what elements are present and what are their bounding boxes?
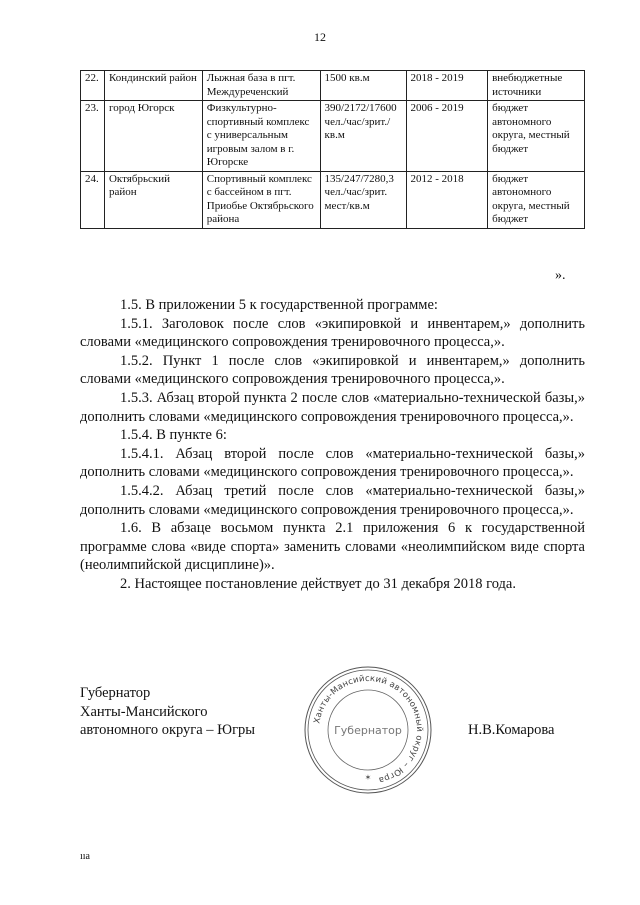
funding-source-cell: бюджет автономного округа, местный бюджет	[488, 101, 585, 172]
paragraph: 1.5.1. Заголовок после слов «экипировкой и инвентарем,» дополнить словами «медицинского сопровождения тренировочного процесса,».	[80, 315, 585, 351]
signatory-title-line: Ханты-Мансийского	[80, 703, 208, 720]
signatory-title-line: автономного округа – Югры	[80, 722, 256, 739]
amendments-text	[80, 296, 585, 594]
municipality-cell: Октябрьский район	[104, 171, 202, 228]
municipality-cell: Кондинский район	[104, 71, 202, 101]
capacity-cell: 1500 кв.м	[320, 71, 406, 101]
funding-source-cell: бюджет автономного округа, местный бюджет	[488, 171, 585, 228]
row-number: 23.	[81, 101, 105, 172]
capacity-cell: 135/247/7280,3 чел./час/зрит. мест/кв.м	[320, 171, 406, 228]
municipality-cell: город Югорск	[104, 101, 202, 172]
paragraph: 1.5.4.1. Абзац второй после слов «материально-технической базы,» дополнить словами «медицинского сопровождения тренировочного процесса,».	[80, 445, 585, 481]
row-number: 22.	[81, 71, 105, 101]
capacity-cell: 390/2172/17600 чел./час/зрит./кв.м	[320, 101, 406, 172]
seal-graphic	[302, 664, 434, 796]
closing-quote: ».	[555, 268, 566, 283]
signatory-name: Н.В.Комарова	[468, 722, 555, 738]
footer-mark: ııa	[80, 851, 90, 862]
table-row	[81, 71, 585, 101]
paragraph: 1.5.2. Пункт 1 после слов «экипировкой и инвентарем,» дополнить словами «медицинского сопровождения тренировочного процесса,».	[80, 352, 585, 388]
paragraph: 1.5. В приложении 5 к государственной программе:	[120, 297, 438, 313]
paragraph: 1.5.4.2. Абзац третий после слов «материально-технической базы,» дополнить словами «медицинского сопровождения тренировочного процесса,».	[80, 482, 585, 518]
table-row	[81, 101, 585, 172]
funding-source-cell: внебюджетные источники	[488, 71, 585, 101]
seal-star-icon: ✶	[364, 773, 372, 782]
page-number: 12	[314, 30, 326, 44]
official-seal	[302, 664, 434, 796]
paragraph: 1.6. В абзаце восьмом пункта 2.1 приложения 6 к государственной программе слова «виде спорта» заменить словами «неолимпийском виде спорта (неолимпийской дисциплине)».	[80, 520, 585, 574]
table-row	[81, 171, 585, 228]
years-cell: 2018 - 2019	[406, 71, 488, 101]
years-cell: 2006 - 2019	[406, 101, 488, 172]
paragraph: 1.5.3. Абзац второй пункта 2 после слов «материально-технической базы,» дополнить словами «медицинского сопровождения тренировочного процесса,».	[80, 389, 585, 425]
signatory-title-line: Губернатор	[80, 685, 151, 701]
seal-rim-text: Ханты-Мансийский автономный округ – Югра	[312, 673, 425, 785]
signatory-title	[80, 684, 255, 740]
years-cell: 2012 - 2018	[406, 171, 488, 228]
object-cell: Спортивный комплекс с бассейном в пгт. Приобье Октябрьского района	[202, 171, 320, 228]
seal-center-text: Губернатор	[334, 724, 402, 737]
object-cell: Лыжная база в пгт. Междуреченский	[202, 71, 320, 101]
object-cell: Физкультурно-спортивный комплекс с универсальным игровым залом в г. Югорске	[202, 101, 320, 172]
paragraph: 2. Настоящее постановление действует до 31 декабря 2018 года.	[120, 575, 516, 592]
paragraph: 1.5.4. В пункте 6:	[120, 427, 227, 444]
projects-table	[80, 70, 585, 229]
row-number: 24.	[81, 171, 105, 228]
